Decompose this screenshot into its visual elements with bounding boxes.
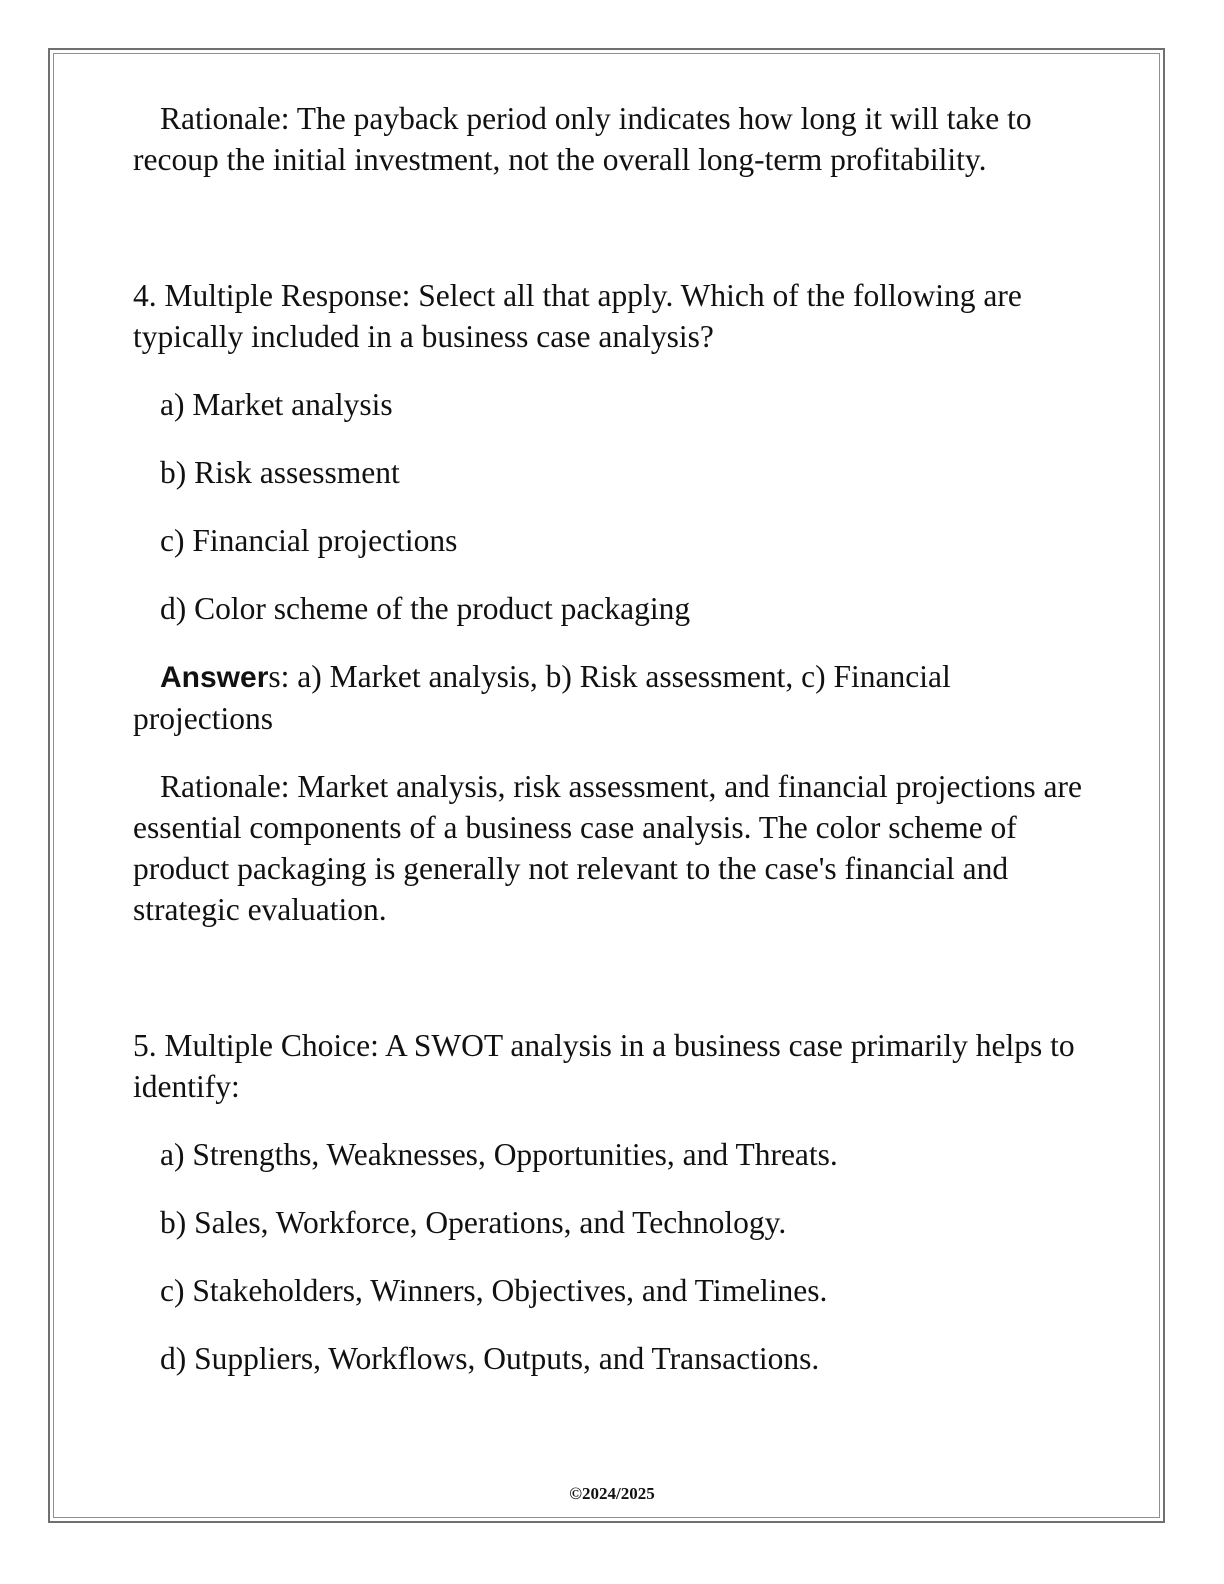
q5-option-a: a) Strengths, Weaknesses, Opportunities, and Threats.	[160, 1137, 838, 1172]
q5-question: 5. Multiple Choice: A SWOT analysis in a business case primarily helps to identify:	[133, 1028, 1075, 1104]
spacer	[133, 180, 1083, 275]
page-footer-copyright: ©2024/2025	[569, 1484, 655, 1503]
answer-text: s: a) Market analysis, b) Risk assessment, c) Financial projections	[133, 659, 951, 736]
q5-option-d: d) Suppliers, Workflows, Outputs, and Transactions.	[160, 1341, 820, 1376]
spacer	[133, 1243, 1083, 1270]
q4-answer	[133, 656, 1083, 739]
q5-option-b: b) Sales, Workforce, Operations, and Technology.	[160, 1205, 787, 1240]
q4-option-b: b) Risk assessment	[160, 455, 400, 490]
spacer	[133, 930, 1083, 1025]
document-body	[133, 98, 1083, 1379]
spacer	[133, 425, 1083, 452]
q5-option-c: c) Stakeholders, Winners, Objectives, and Timelines.	[160, 1273, 828, 1308]
spacer	[133, 1175, 1083, 1202]
spacer	[133, 493, 1083, 520]
spacer	[133, 629, 1083, 656]
q3-rationale: Rationale: The payback period only indicates how long it will take to recoup the initial investment, not the overall long-term profitability.	[133, 101, 1032, 177]
q4-option-c: c) Financial projections	[160, 523, 458, 558]
spacer	[133, 1311, 1083, 1338]
spacer	[133, 1107, 1083, 1134]
spacer	[133, 357, 1083, 384]
q4-question: 4. Multiple Response: Select all that apply. Which of the following are typically included in a business case analysis?	[133, 278, 1022, 354]
answer-label: Answer	[160, 661, 269, 694]
spacer	[133, 739, 1083, 766]
q4-rationale: Rationale: Market analysis, risk assessment, and financial projections are essential components of a business case analysis. The color scheme of product packaging is generally not relevant to the case's financial and strategic evaluation.	[133, 769, 1082, 927]
q4-option-d: d) Color scheme of the product packaging	[160, 591, 691, 626]
q4-option-a: a) Market analysis	[160, 387, 393, 422]
spacer	[133, 561, 1083, 588]
